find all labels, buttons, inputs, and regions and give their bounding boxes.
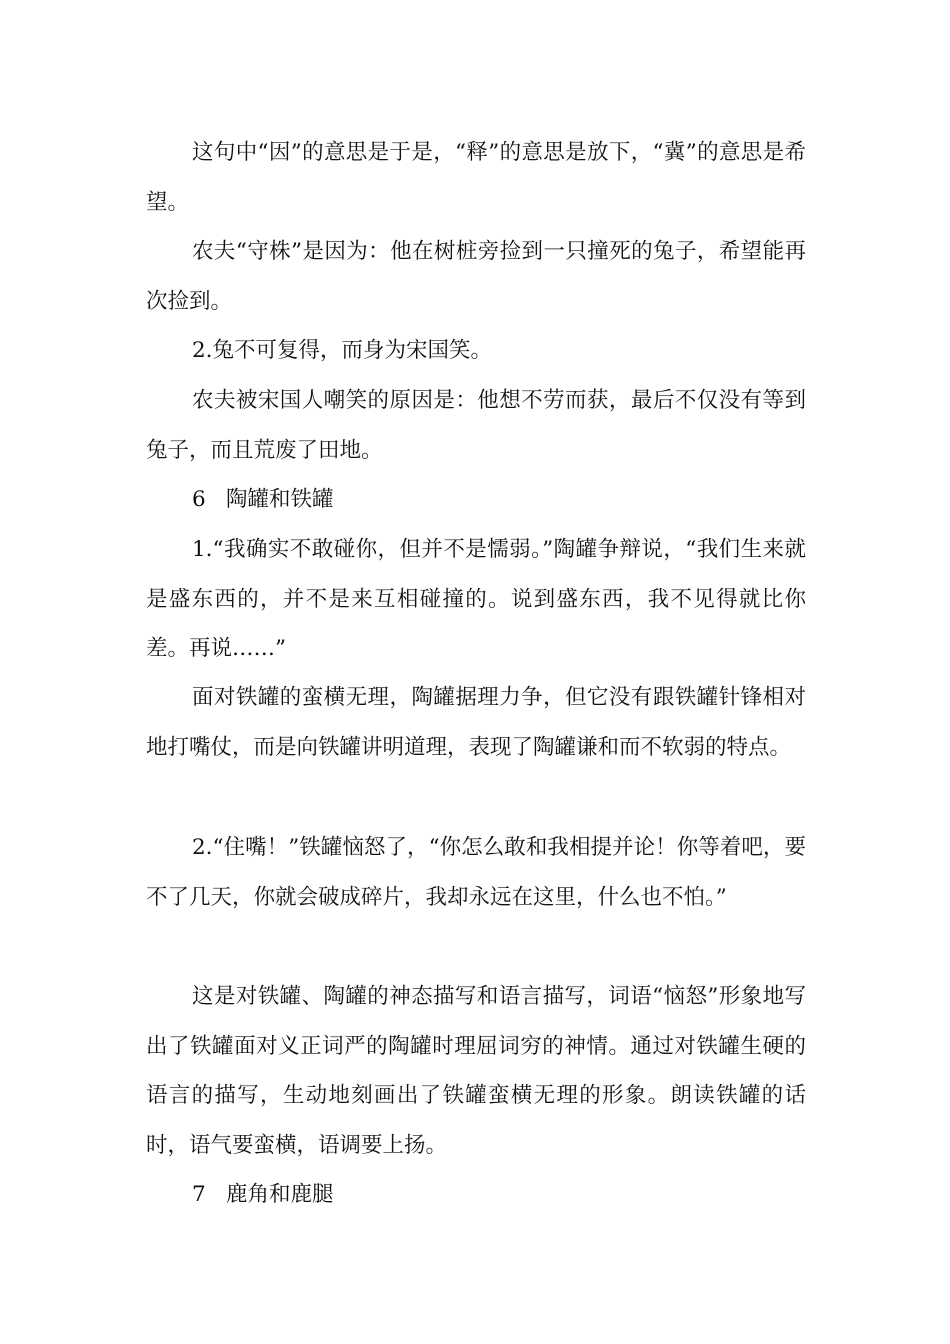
- section-heading-7: [146, 1170, 806, 1220]
- paragraph-clay-pot-quote: 1.“我确实不敢碰你，但并不是懦弱。”陶罐争辩说，“我们生来就是盛东西的，并不是来互相碰撞的。说到盛东西，我不见得就比你差。再说……”: [146, 537, 806, 661]
- section-title: 陶罐和铁罐: [226, 487, 334, 512]
- paragraph-quote-rabbit: 2.兔不可复得，而身为宋国笑。: [192, 338, 493, 363]
- paragraph-iron-pot-quote: 2.“住嘴！”铁罐恼怒了，“你怎么敢和我相提并论！你等着吧，要不了几天，你就会破成碎片，我却永远在这里，什么也不怕。”: [146, 835, 806, 910]
- paragraph-why-laughed-at: 农夫被宋国人嘲笑的原因是：他想不劳而获，最后不仅没有等到兔子，而且荒废了田地。: [146, 388, 806, 463]
- section-number: 7: [192, 1182, 206, 1207]
- section-heading-6: [146, 475, 806, 525]
- paragraph-iron-pot-analysis: 这是对铁罐、陶罐的神态描写和语言描写，词语“恼怒”形象地写出了铁罐面对义正词严的陶罐时理屈词穷的神情。通过对铁罐生硬的语言的描写，生动地刻画出了铁罐蛮横无理的形象。朗读铁罐的话时，语气要蛮横，语调要上扬。: [146, 984, 806, 1158]
- paragraph-why-guard-stump: 农夫“守株”是因为：他在树桩旁捡到一只撞死的兔子，希望能再次捡到。: [146, 239, 806, 314]
- section-title: 鹿角和鹿腿: [226, 1182, 334, 1207]
- section-number: 6: [192, 487, 206, 512]
- paragraph-clay-pot-analysis: 面对铁罐的蛮横无理，陶罐据理力争，但它没有跟铁罐针锋相对地打嘴仗，而是向铁罐讲明道理，表现了陶罐谦和而不软弱的特点。: [146, 685, 806, 760]
- paragraph-meaning-of-words: 这句中“因”的意思是于是，“释”的意思是放下，“冀”的意思是希望。: [146, 140, 806, 215]
